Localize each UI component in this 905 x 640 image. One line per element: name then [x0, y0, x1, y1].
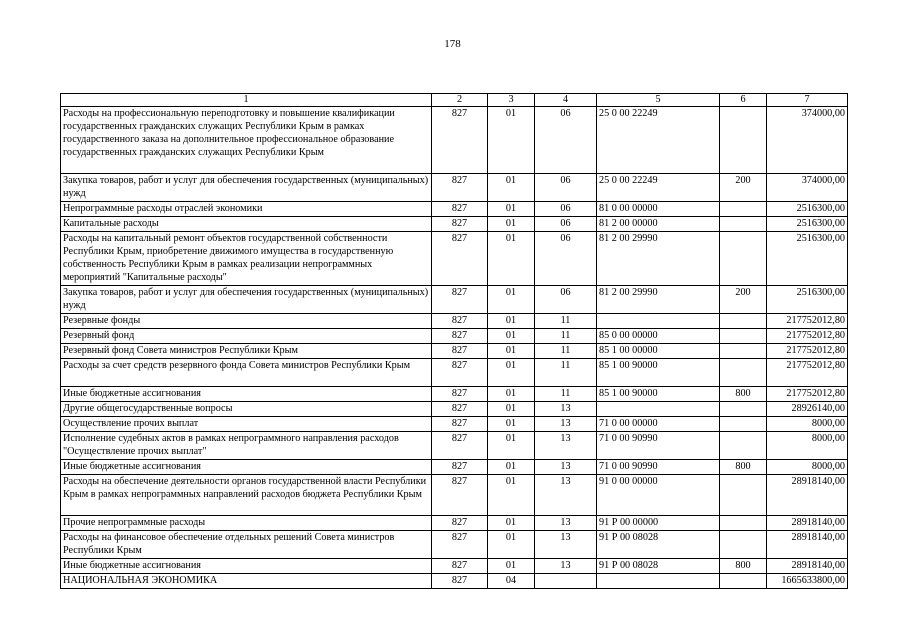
table-row: [61, 314, 848, 329]
row-subsection-cell: 13: [535, 402, 597, 417]
row-section-cell: 01: [488, 314, 535, 329]
row-name-cell: Непрограммные расходы отраслей экономики: [61, 202, 432, 217]
row-subsection-cell: 06: [535, 107, 597, 174]
row-name-cell: Прочие непрограммные расходы: [61, 516, 432, 531]
row-expense-type-cell: [720, 329, 767, 344]
row-amount-cell: 2516300,00: [767, 202, 848, 217]
row-section-cell: 01: [488, 202, 535, 217]
header-cell: 7: [767, 94, 848, 107]
row-section-cell: 01: [488, 531, 535, 559]
table-row: [61, 417, 848, 432]
row-ved-cell: 827: [432, 574, 488, 589]
row-section-cell: 01: [488, 559, 535, 574]
row-amount-cell: 2516300,00: [767, 217, 848, 232]
row-expense-type-cell: [720, 531, 767, 559]
row-target-article-cell: 85 1 00 00000: [597, 344, 720, 359]
row-target-article-cell: [597, 314, 720, 329]
row-expense-type-cell: [720, 475, 767, 516]
row-section-cell: 01: [488, 359, 535, 387]
row-amount-cell: 217752012,80: [767, 344, 848, 359]
row-subsection-cell: 06: [535, 232, 597, 286]
table-row: [61, 516, 848, 531]
row-section-cell: 01: [488, 516, 535, 531]
row-name-cell: Капитальные расходы: [61, 217, 432, 232]
header-cell: 4: [535, 94, 597, 107]
row-subsection-cell: 13: [535, 417, 597, 432]
row-target-article-cell: 91 Р 00 08028: [597, 559, 720, 574]
row-section-cell: 01: [488, 460, 535, 475]
row-section-cell: 01: [488, 432, 535, 460]
row-subsection-cell: 11: [535, 359, 597, 387]
row-subsection-cell: 06: [535, 286, 597, 314]
table-row: [61, 217, 848, 232]
table-row: [61, 460, 848, 475]
row-subsection-cell: 06: [535, 202, 597, 217]
table-row: [61, 531, 848, 559]
row-section-cell: 01: [488, 387, 535, 402]
row-name-cell: Иные бюджетные ассигнования: [61, 460, 432, 475]
row-name-cell: Расходы на финансовое обеспечение отдельных решений Совета министров Республики Крым: [61, 531, 432, 559]
table-row: [61, 232, 848, 286]
row-amount-cell: 28926140,00: [767, 402, 848, 417]
budget-table: [60, 93, 848, 589]
row-ved-cell: 827: [432, 217, 488, 232]
row-subsection-cell: 11: [535, 344, 597, 359]
row-amount-cell: 217752012,80: [767, 314, 848, 329]
table-row: [61, 359, 848, 387]
row-ved-cell: 827: [432, 174, 488, 202]
row-name-cell: Резервный фонд Совета министров Республики Крым: [61, 344, 432, 359]
row-name-cell: Резервные фонды: [61, 314, 432, 329]
row-target-article-cell: 71 0 00 90990: [597, 460, 720, 475]
row-amount-cell: 8000,00: [767, 432, 848, 460]
table-row: [61, 286, 848, 314]
row-ved-cell: 827: [432, 286, 488, 314]
row-subsection-cell: 13: [535, 516, 597, 531]
row-ved-cell: 827: [432, 107, 488, 174]
row-expense-type-cell: [720, 417, 767, 432]
table-header-row: [61, 94, 848, 107]
row-subsection-cell: 13: [535, 531, 597, 559]
row-target-article-cell: 71 0 00 90990: [597, 432, 720, 460]
row-section-cell: 01: [488, 475, 535, 516]
row-ved-cell: 827: [432, 516, 488, 531]
row-subsection-cell: 06: [535, 174, 597, 202]
row-amount-cell: 217752012,80: [767, 387, 848, 402]
row-section-cell: 01: [488, 174, 535, 202]
row-ved-cell: 827: [432, 475, 488, 516]
row-target-article-cell: 91 Р 00 08028: [597, 531, 720, 559]
table-row: [61, 574, 848, 589]
row-target-article-cell: 85 0 00 00000: [597, 329, 720, 344]
row-section-cell: 01: [488, 107, 535, 174]
row-amount-cell: 374000,00: [767, 174, 848, 202]
table-row: [61, 174, 848, 202]
row-subsection-cell: 13: [535, 460, 597, 475]
table-row: [61, 107, 848, 174]
row-ved-cell: 827: [432, 559, 488, 574]
row-amount-cell: 2516300,00: [767, 232, 848, 286]
row-amount-cell: 28918140,00: [767, 475, 848, 516]
row-ved-cell: 827: [432, 531, 488, 559]
table-row: [61, 559, 848, 574]
row-name-cell: Расходы на профессиональную переподготовку и повышение квалификации государственных гражданских служащих Республики Крым в рамках государственного заказа на дополнительное профессиональное образование государственных гражданских служащих Республики Крым: [61, 107, 432, 174]
row-target-article-cell: 85 1 00 90000: [597, 387, 720, 402]
table-row: [61, 329, 848, 344]
row-target-article-cell: [597, 402, 720, 417]
row-section-cell: 01: [488, 344, 535, 359]
row-name-cell: Иные бюджетные ассигнования: [61, 387, 432, 402]
row-expense-type-cell: [720, 217, 767, 232]
row-section-cell: 01: [488, 217, 535, 232]
header-cell: 5: [597, 94, 720, 107]
row-name-cell: Закупка товаров, работ и услуг для обеспечения государственных (муниципальных) нужд: [61, 286, 432, 314]
row-name-cell: Осуществление прочих выплат: [61, 417, 432, 432]
row-ved-cell: 827: [432, 460, 488, 475]
row-ved-cell: 827: [432, 402, 488, 417]
row-subsection-cell: 06: [535, 217, 597, 232]
row-expense-type-cell: [720, 516, 767, 531]
row-amount-cell: 28918140,00: [767, 559, 848, 574]
row-amount-cell: 1665633800,00: [767, 574, 848, 589]
row-section-cell: 01: [488, 402, 535, 417]
row-ved-cell: 827: [432, 314, 488, 329]
table-row: [61, 402, 848, 417]
header-cell: 3: [488, 94, 535, 107]
table-row: [61, 344, 848, 359]
row-target-article-cell: 81 2 00 00000: [597, 217, 720, 232]
row-subsection-cell: 11: [535, 329, 597, 344]
row-expense-type-cell: [720, 432, 767, 460]
row-target-article-cell: 81 2 00 29990: [597, 232, 720, 286]
row-amount-cell: 8000,00: [767, 417, 848, 432]
row-amount-cell: 217752012,80: [767, 329, 848, 344]
row-subsection-cell: 13: [535, 475, 597, 516]
row-name-cell: Исполнение судебных актов в рамках непрограммного направления расходов "Осуществление прочих выплат": [61, 432, 432, 460]
row-subsection-cell: [535, 574, 597, 589]
row-target-article-cell: 25 0 00 22249: [597, 107, 720, 174]
row-section-cell: 04: [488, 574, 535, 589]
row-subsection-cell: 11: [535, 314, 597, 329]
row-section-cell: 01: [488, 329, 535, 344]
row-name-cell: Иные бюджетные ассигнования: [61, 559, 432, 574]
table-row: [61, 387, 848, 402]
row-amount-cell: 374000,00: [767, 107, 848, 174]
table-row: [61, 202, 848, 217]
header-cell: 6: [720, 94, 767, 107]
row-ved-cell: 827: [432, 387, 488, 402]
row-target-article-cell: 81 2 00 29990: [597, 286, 720, 314]
header-cell: 2: [432, 94, 488, 107]
table-row: [61, 475, 848, 516]
row-section-cell: 01: [488, 286, 535, 314]
row-target-article-cell: 71 0 00 00000: [597, 417, 720, 432]
row-target-article-cell: 25 0 00 22249: [597, 174, 720, 202]
row-amount-cell: 217752012,80: [767, 359, 848, 387]
row-section-cell: 01: [488, 417, 535, 432]
row-expense-type-cell: [720, 359, 767, 387]
row-expense-type-cell: 200: [720, 174, 767, 202]
row-amount-cell: 28918140,00: [767, 516, 848, 531]
row-target-article-cell: 81 0 00 00000: [597, 202, 720, 217]
row-ved-cell: 827: [432, 329, 488, 344]
row-expense-type-cell: [720, 314, 767, 329]
row-section-cell: 01: [488, 232, 535, 286]
row-amount-cell: 28918140,00: [767, 531, 848, 559]
row-name-cell: НАЦИОНАЛЬНАЯ ЭКОНОМИКА: [61, 574, 432, 589]
row-ved-cell: 827: [432, 432, 488, 460]
row-ved-cell: 827: [432, 202, 488, 217]
row-name-cell: Другие общегосударственные вопросы: [61, 402, 432, 417]
row-expense-type-cell: [720, 202, 767, 217]
row-expense-type-cell: [720, 574, 767, 589]
row-expense-type-cell: 200: [720, 286, 767, 314]
row-ved-cell: 827: [432, 344, 488, 359]
row-target-article-cell: [597, 574, 720, 589]
page-number: 178: [444, 38, 461, 50]
row-target-article-cell: 91 Р 00 00000: [597, 516, 720, 531]
row-expense-type-cell: [720, 402, 767, 417]
row-subsection-cell: 13: [535, 559, 597, 574]
row-subsection-cell: 13: [535, 432, 597, 460]
row-name-cell: Расходы на обеспечение деятельности органов государственной власти Республики Крым в рамках непрограммных направлений расходов бюджета Республики Крым: [61, 475, 432, 516]
row-ved-cell: 827: [432, 232, 488, 286]
table-row: [61, 432, 848, 460]
row-subsection-cell: 11: [535, 387, 597, 402]
row-ved-cell: 827: [432, 359, 488, 387]
row-expense-type-cell: 800: [720, 387, 767, 402]
row-name-cell: Закупка товаров, работ и услуг для обеспечения государственных (муниципальных) нужд: [61, 174, 432, 202]
row-target-article-cell: 91 0 00 00000: [597, 475, 720, 516]
row-ved-cell: 827: [432, 417, 488, 432]
row-expense-type-cell: 800: [720, 559, 767, 574]
row-expense-type-cell: [720, 232, 767, 286]
row-amount-cell: 8000,00: [767, 460, 848, 475]
header-cell: 1: [61, 94, 432, 107]
row-amount-cell: 2516300,00: [767, 286, 848, 314]
row-name-cell: Расходы за счет средств резервного фонда Совета министров Республики Крым: [61, 359, 432, 387]
row-expense-type-cell: 800: [720, 460, 767, 475]
row-name-cell: Резервный фонд: [61, 329, 432, 344]
row-expense-type-cell: [720, 107, 767, 174]
row-name-cell: Расходы на капитальный ремонт объектов государственной собственности Республики Крым, приобретение движимого имущества в государственную собственность Республики Крым в рамках реализации непрограммных мероприятий "Капитальные расходы": [61, 232, 432, 286]
row-expense-type-cell: [720, 344, 767, 359]
row-target-article-cell: 85 1 00 90000: [597, 359, 720, 387]
